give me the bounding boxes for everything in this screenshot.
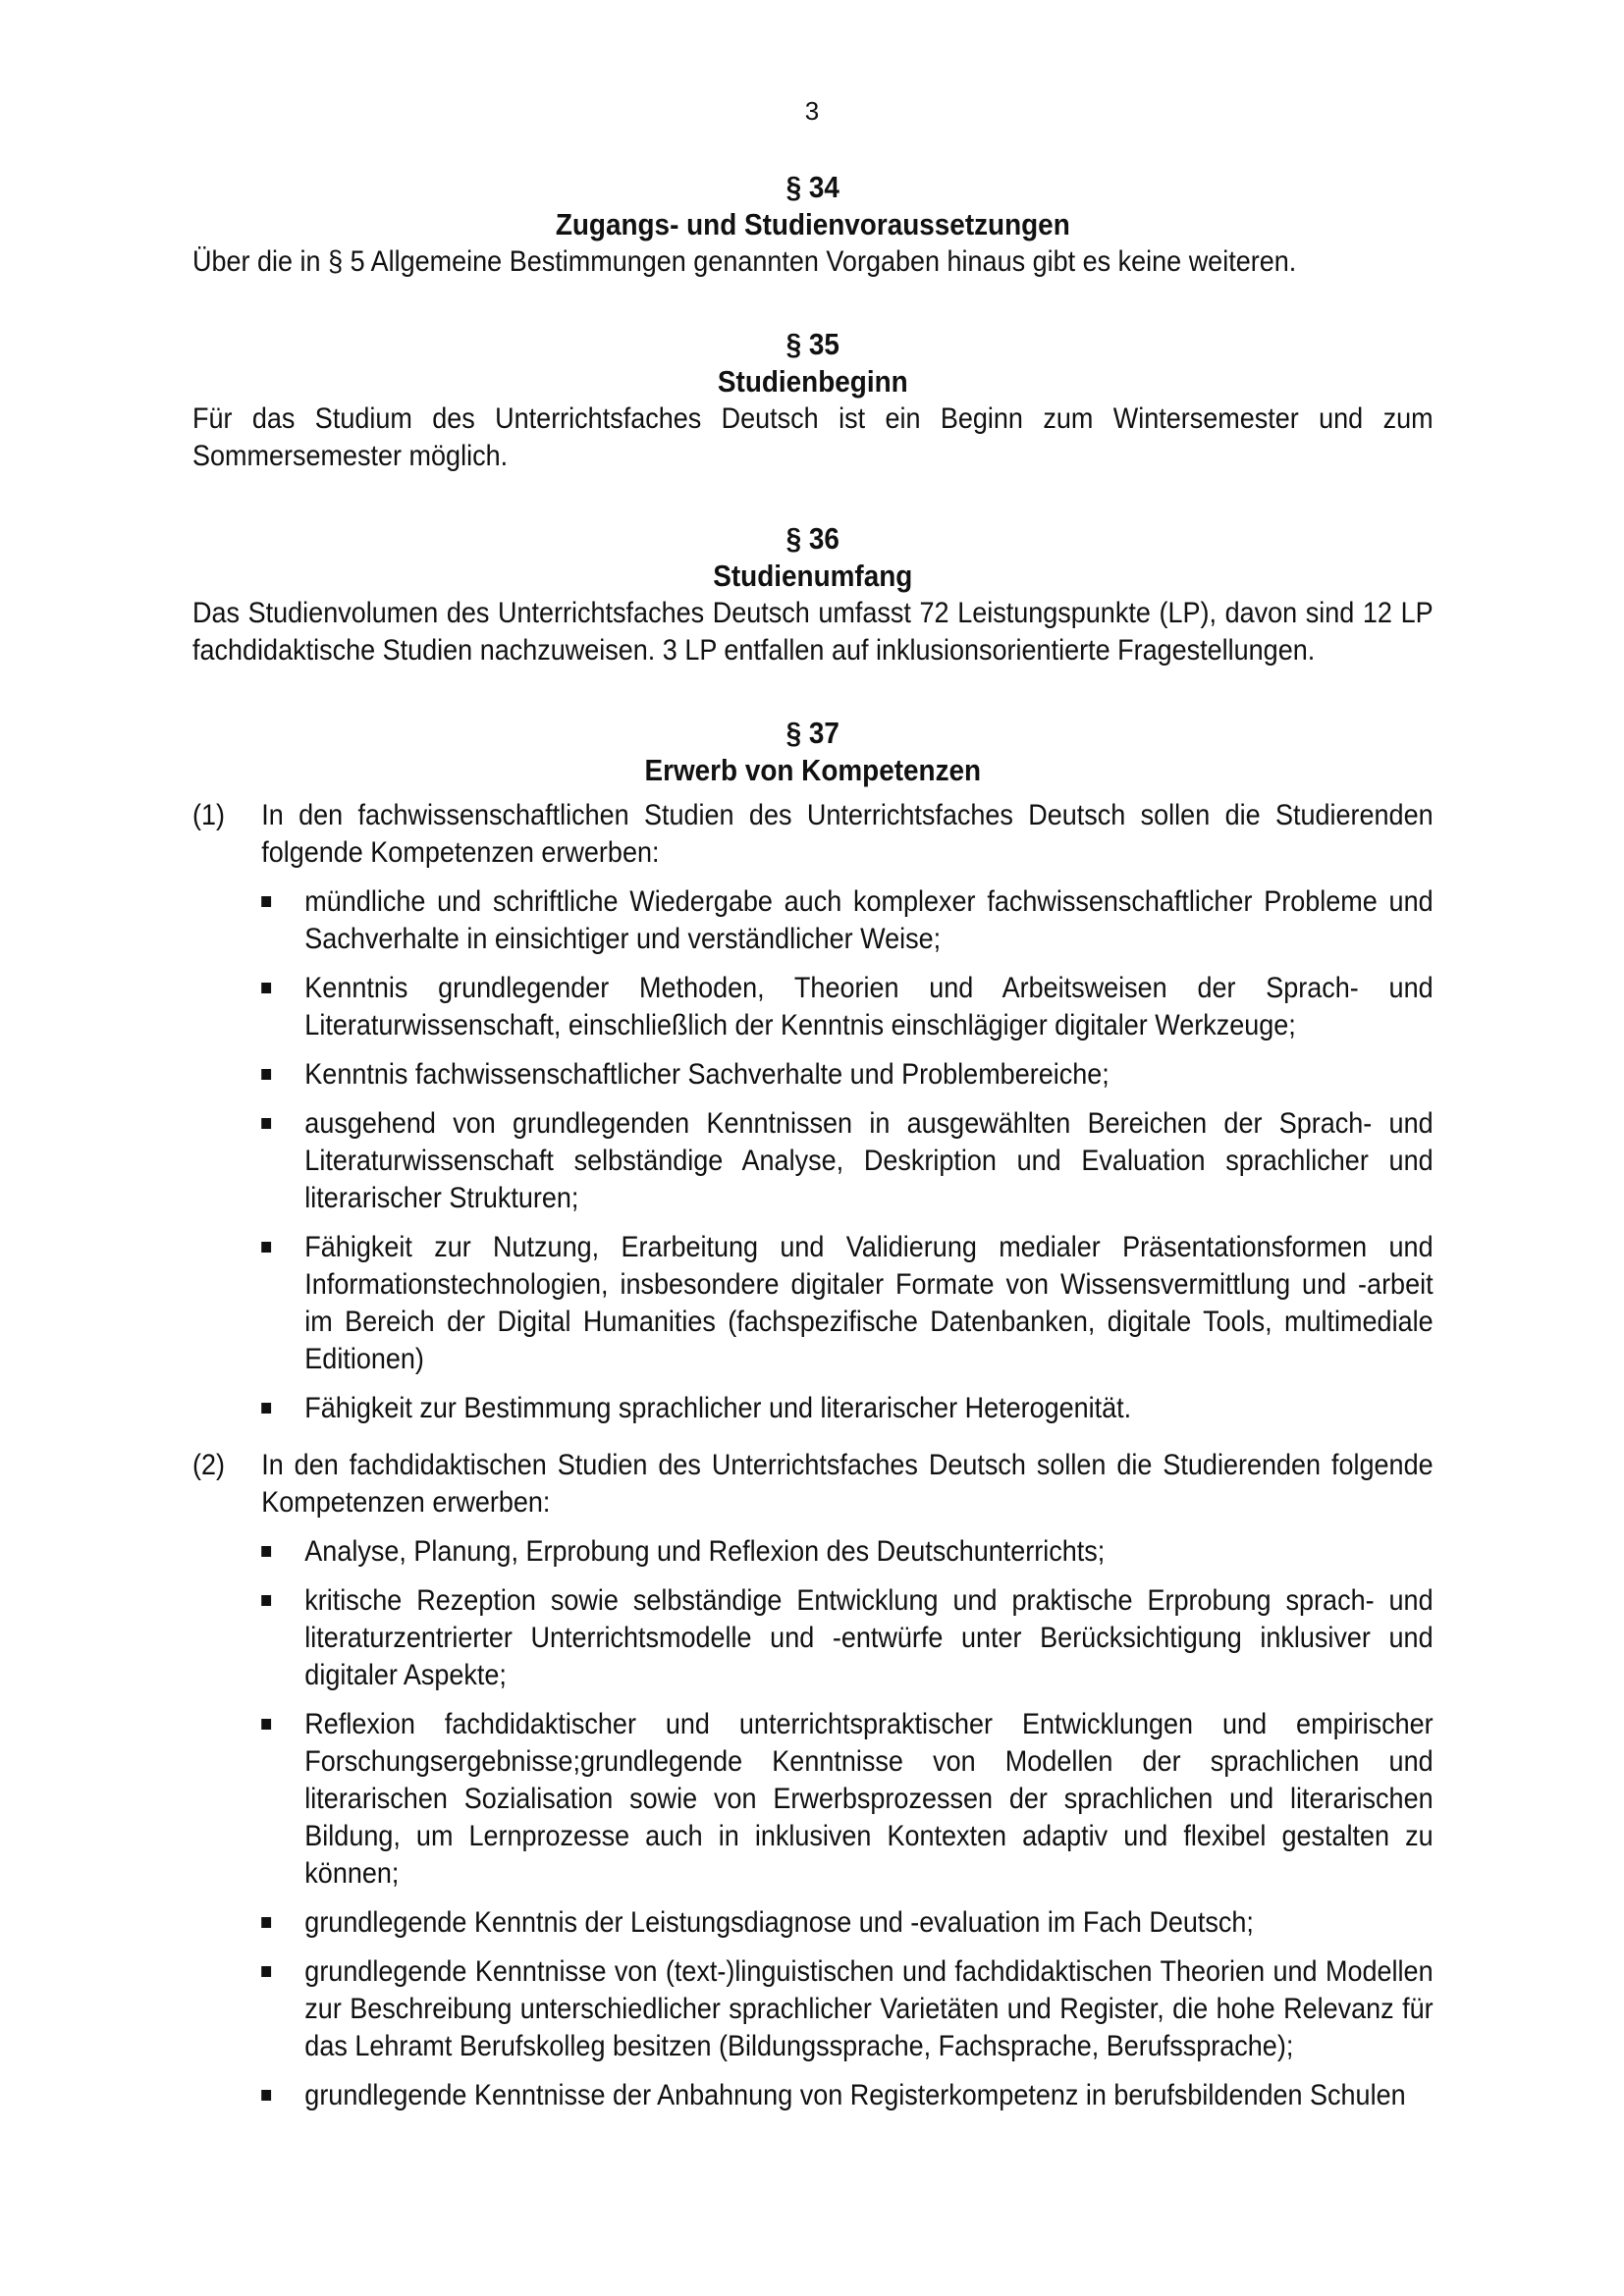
paragraph-intro: In den fachwissenschaftlichen Studien des Unterrichtsfaches Deutsch sollen die Studierenden folgende Kompetenzen erwerben: <box>261 799 1434 869</box>
list-item-text: Analyse, Planung, Erprobung und Reflexion des Deutschunterrichts; <box>304 1535 1106 1568</box>
list-item <box>261 1953 1433 2065</box>
competence-block-1 <box>192 797 1434 1439</box>
list-item <box>261 1105 1433 1217</box>
section-text: Das Studienvolumen des Unterrichtsfaches Deutsch umfasst 72 Leistungspunkte (LP), davon sind 12 LP fachdidaktische Studien nachzuweisen. 3 LP entfallen auf inklusionsorientierte Fragestellungen. <box>192 597 1434 667</box>
section-title: Erwerb von Kompetenzen <box>644 753 982 787</box>
section-text: Für das Studium des Unterrichtsfaches Deutsch ist ein Beginn zum Wintersemester und zum Sommersemester möglich. <box>192 402 1434 472</box>
section-number: § 37 <box>785 716 839 750</box>
section-36 <box>192 520 1434 669</box>
list-item-text: grundlegende Kenntnis der Leistungsdiagnose und -evaluation im Fach Deutsch; <box>304 1906 1254 1939</box>
paragraph-intro: In den fachdidaktischen Studien des Unterrichtsfaches Deutsch sollen die Studierenden folgende Kompetenzen erwerben: <box>261 1449 1434 1519</box>
list-item <box>261 1706 1433 1893</box>
list-item <box>261 2077 1433 2114</box>
square-bullet-icon <box>261 1533 304 1571</box>
competence-block-2 <box>192 1447 1434 2126</box>
list-item-text: Reflexion fachdidaktischer und unterrichtspraktischer Entwicklungen und empirischer Forschungsergebnisse;grundlegende Kenntnisse von Modellen der sprachlichen und literarischen Sozialisation sowie von Erwerbsprozessen der sprachlichen und literarischen Bildung, um Lernprozesse auch in inklusiven Kontexten adaptiv und flexibel gestalten zu können; <box>304 1708 1434 1890</box>
square-bullet-icon <box>261 970 304 1044</box>
section-text: Über die in § 5 Allgemeine Bestimmungen genannten Vorgaben hinaus gibt es keine weiteren. <box>192 245 1297 278</box>
list-item-text: mündliche und schriftliche Wiedergabe auch komplexer fachwissenschaftlicher Probleme und Sachverhalte in einsichtiger und verständlicher Weise; <box>304 885 1434 955</box>
page-content <box>192 169 1434 2126</box>
section-title: Zugangs- und Studienvoraussetzungen <box>555 207 1070 241</box>
list-item-text: grundlegende Kenntnisse von (text-)linguistischen und fachdidaktischen Theorien und Modellen zur Beschreibung unterschiedlicher sprachlicher Varietäten und Register, die hohe Relevanz für das Lehramt Berufskolleg besitzen (Bildungssprache, Fachsprache, Berufssprache); <box>304 1955 1434 2062</box>
bullet-list <box>261 1533 1433 2114</box>
section-number: § 34 <box>785 170 839 204</box>
list-item-text: grundlegende Kenntnisse der Anbahnung von Registerkompetenz in berufsbildenden Schulen <box>304 2079 1406 2111</box>
section-35 <box>192 326 1434 475</box>
section-34 <box>192 169 1434 281</box>
section-title: Studienumfang <box>713 559 913 593</box>
paragraph-label: (1) <box>192 799 226 831</box>
list-item-text: ausgehend von grundlegenden Kenntnissen in ausgewählten Bereichen der Sprach- und Literaturwissenschaft selbständige Analyse, Deskription und Evaluation sprachlicher und literarischer Strukturen; <box>304 1107 1434 1214</box>
list-item <box>261 1533 1433 1571</box>
list-item-text: Fähigkeit zur Nutzung, Erarbeitung und Validierung medialer Präsentationsformen und Informationstechnologien, insbesondere digitaler Formate von Wissensvermittlung und -arbeit im Bereich der Digital Humanities (fachspezifische Datenbanken, digitale Tools, multimediale Editionen) <box>304 1231 1434 1375</box>
list-item <box>261 1056 1433 1094</box>
paragraph-label: (2) <box>192 1449 226 1481</box>
square-bullet-icon <box>261 1105 304 1217</box>
square-bullet-icon <box>261 2077 304 2114</box>
square-bullet-icon <box>261 1904 304 1942</box>
bullet-list <box>261 883 1433 1427</box>
list-item-text: kritische Rezeption sowie selbständige Entwicklung und praktische Erprobung sprach- und literaturzentrierter Unterrichtsmodelle und -entwürfe unter Berücksichtigung inklusiver und digitaler Aspekte; <box>304 1584 1434 1691</box>
list-item <box>261 883 1433 958</box>
square-bullet-icon <box>261 1390 304 1427</box>
square-bullet-icon <box>261 883 304 958</box>
section-number: § 35 <box>785 327 839 361</box>
list-item-text: Kenntnis grundlegender Methoden, Theorien und Arbeitsweisen der Sprach- und Literaturwissenschaft, einschließlich der Kenntnis einschlägiger digitaler Werkzeuge; <box>304 972 1434 1041</box>
section-37 <box>192 715 1434 2126</box>
square-bullet-icon <box>261 1706 304 1893</box>
square-bullet-icon <box>261 1582 304 1694</box>
square-bullet-icon <box>261 1229 304 1378</box>
list-item <box>261 1904 1433 1942</box>
list-item <box>261 970 1433 1044</box>
square-bullet-icon <box>261 1953 304 2065</box>
list-item-text: Kenntnis fachwissenschaftlicher Sachverhalte und Problembereiche; <box>304 1058 1110 1091</box>
page-number: 3 <box>804 96 820 126</box>
square-bullet-icon <box>261 1056 304 1094</box>
list-item <box>261 1390 1433 1427</box>
section-title: Studienbeginn <box>717 364 908 399</box>
list-item <box>261 1582 1433 1694</box>
list-item <box>261 1229 1433 1378</box>
list-item-text: Fähigkeit zur Bestimmung sprachlicher und literarischer Heterogenität. <box>304 1392 1132 1424</box>
section-number: § 36 <box>785 521 839 556</box>
